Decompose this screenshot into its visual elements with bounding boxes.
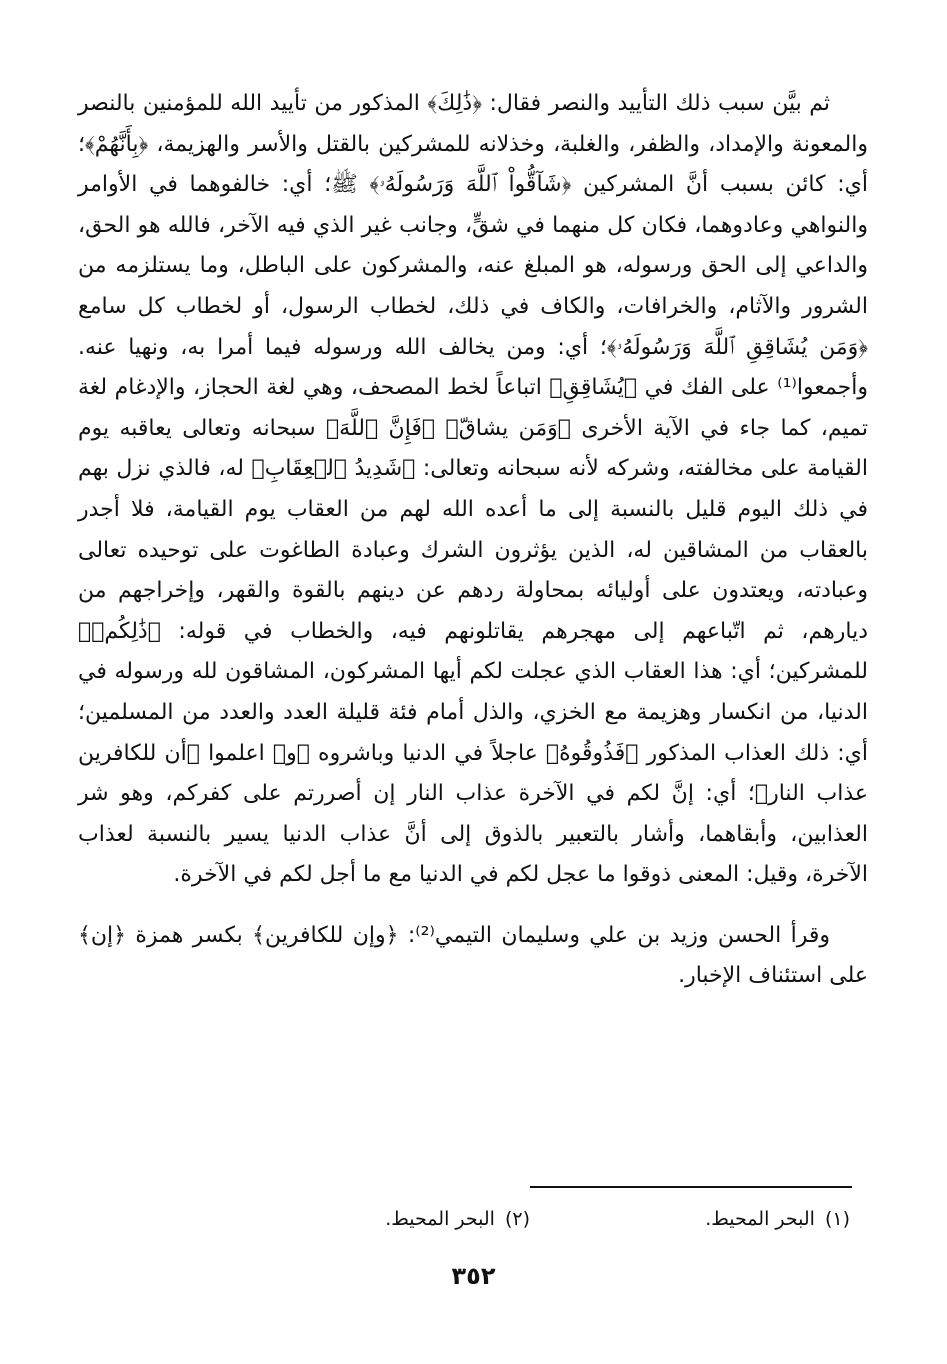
footnote-divider — [530, 1186, 852, 1188]
footnote-marker: (١) — [824, 1208, 850, 1230]
paragraph-qiraat: وقرأ الحسن وزيد بن علي وسليمان التيمي⁽²⁾: ﴿وإن للكافرين﴾ بكسر همزة ﴿إن﴾ على استئناف الإخبار. — [78, 922, 868, 989]
footnote-text: البحر المحيط. — [385, 1208, 495, 1230]
page-number: ٣٥٢ — [451, 1262, 496, 1290]
footnote-marker: (٢) — [504, 1208, 530, 1230]
main-text — [78, 84, 868, 997]
footnote-2 — [385, 1204, 530, 1234]
paragraph-tafsir: ثم بيَّن سبب ذلك التأييد والنصر فقال: ﴿ذَٰلِكَ﴾ المذكور من تأييد الله للمؤمنين بالنصر والمعونة والإمداد، والظفر، والغلبة، وخذلانه للمشركين بالقتل والأسر والهزيمة، ﴿بِأَنَّهُمْ﴾؛ أي: كائن بسبب أنَّ المشركين ﴿شَآقُّواْ ٱللَّهَ وَرَسُولَهُۥ﴾ ﷺ؛ أي: خالفوهما في الأوامر والنواهي وعادوهما، فكان كل منهما في شقٍّ، وجانب غير الذي فيه الآخر، فالله هو الحق، والداعي إلى الحق ورسوله، هو المبلغ عنه، والمشركون على الباطل، وما يستلزمه من الشرور والآثام، والخرافات، والكاف في ذلك، لخطاب الرسول، أو لخطاب كل سامع ﴿وَمَن يُشَاقِقِ ٱللَّهَ وَرَسُولَهُۥ﴾؛ أي: ومن يخالف الله ورسوله فيما أمرا به، ونهيا عنه. وأجمعوا⁽¹⁾ على الفك في ﴿يُشَاقِقِ﴾ اتباعاً لخط المصحف، وهي لغة الحجاز، والإدغام لغة تميم، كما جاء في الآية الأخرى ﴿وَمَن يشاقّ﴾ ﴿فَإِنَّ ٱللَّهَ﴾ سبحانه وتعالى يعاقبه يوم القيامة على مخالفته، وشركه لأنه سبحانه وتعالى: ﴿شَدِيدُ ٱلۡعِقَابِ﴾ له، فالذي نزل بهم في ذلك اليوم قليل بالنسبة إلى ما أعده الله لهم من العقاب يوم القيامة، فلا أجدر بالعقاب من المشاقين له، الذين يؤثرون الشرك وعبادة الطاغوت على توحيده تعالى وعبادته، ويعتدون على أوليائه بمحاولة ردهم عن دينهم بالقوة والقهر، وإخراجهم من ديارهم، ثم اتّباعهم إلى مهجرهم يقاتلونهم فيه، والخطاب في قوله: ﴿ذَٰلِكُمۡ﴾ للمشركين؛ أي: هذا العقاب الذي عجلت لكم أيها المشركون، المشاقون لله ورسوله في الدنيا، من انكسار وهزيمة مع الخزي، والذل أمام فئة قليلة العدد والعدد من المسلمين؛ أي: ذلك العذاب المذكور ﴿فَذُوقُوهُ﴾ عاجلاً في الدنيا وباشروه ﴿و﴾ اعلموا ﴿أن للكافرين عذاب النار﴾؛ أي: إنَّ لكم في الآخرة عذاب النار إن أصررتم على كفركم، وهو شر العذابين، وأبقاهما، وأشار بالتعبير بالذوق إلى أنَّ عذاب الدنيا يسير بالنسبة لعذاب الآخرة، وقيل: المعنى ذوقوا ما عجل لكم في الدنيا مع ما أجل لكم في الآخرة. — [78, 91, 868, 888]
footnote-text: البحر المحيط. — [705, 1208, 815, 1230]
footnote-1 — [705, 1204, 850, 1234]
